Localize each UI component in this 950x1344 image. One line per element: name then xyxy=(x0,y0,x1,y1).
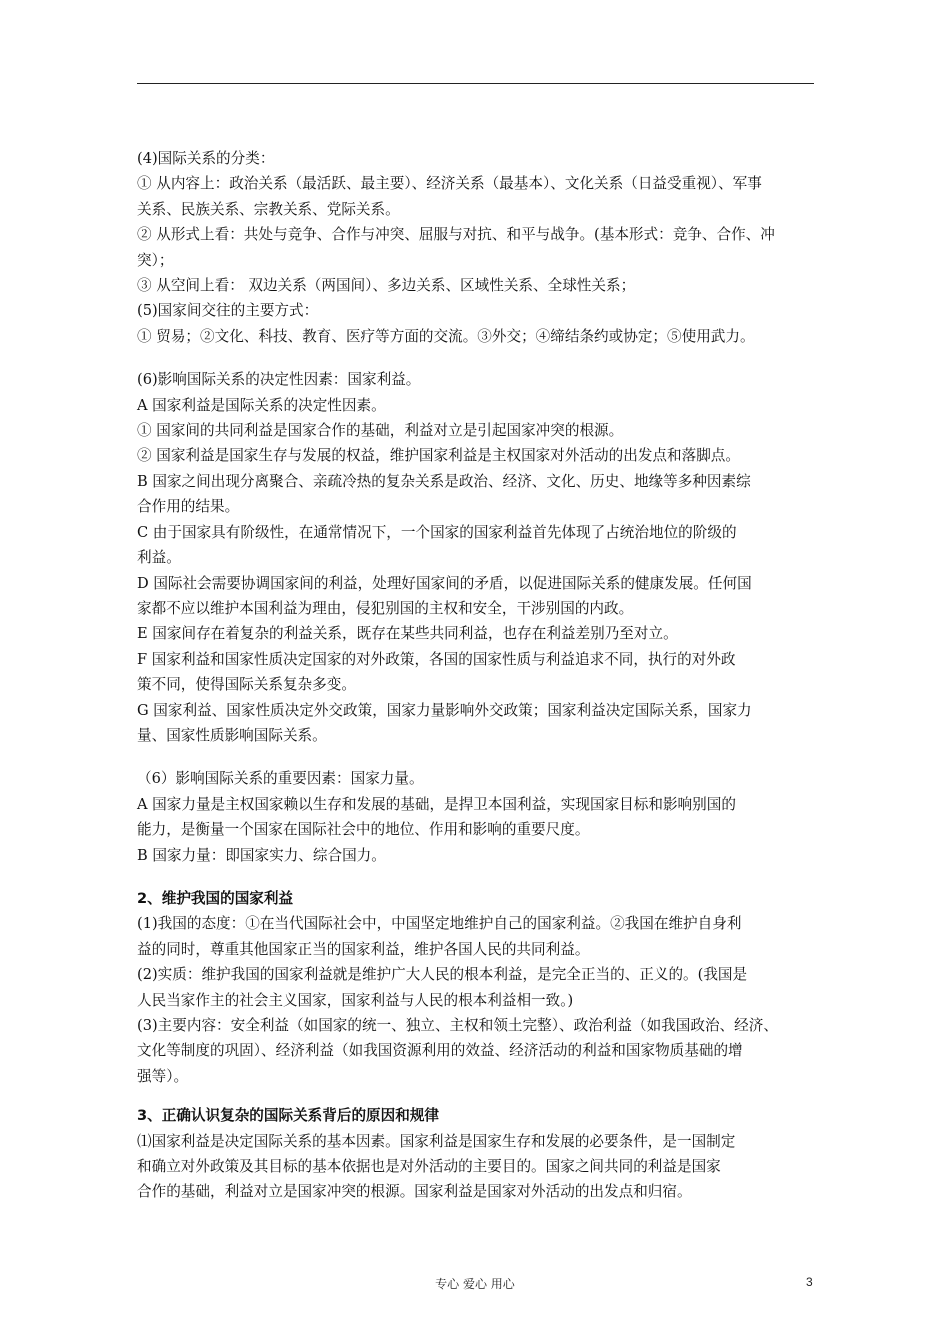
text-line: 和确立对外政策及其目标的基本依据也是对外活动的主要目的。国家之间共同的利益是国家 xyxy=(137,1158,721,1176)
text-line: B 国家力量：即国家实力、综合国力。 xyxy=(137,846,386,864)
text-line: ① 从内容上：政治关系（最活跃、最主要）、经济关系（最基本）、文化关系（日益受重视）、军事 xyxy=(137,175,762,193)
text-line: 策不同，使得国际关系复杂多变。 xyxy=(137,676,356,694)
text-line: E 国家间存在着复杂的利益关系，既存在某些共同利益，也存在利益差别乃至对立。 xyxy=(137,625,678,643)
text-line: C 由于国家具有阶级性，在通常情况下，一个国家的国家利益首先体现了占统治地位的阶级的 xyxy=(137,523,737,541)
text-line: 突）； xyxy=(137,251,174,269)
text-line: 合作用的结果。 xyxy=(137,498,240,516)
section-3 xyxy=(137,1129,827,1205)
text-line: 文化等制度的巩固）、经济利益（如我国资源利用的效益、经济活动的利益和国家物质基础的增 xyxy=(137,1042,743,1060)
text-line: 益的同时，尊重其他国家正当的国家利益，维护各国人民的共同利益。 xyxy=(137,940,590,958)
text-line: (6)影响国际关系的决定性因素：国家利益。 xyxy=(137,371,421,389)
text-line: 利益。 xyxy=(137,549,181,567)
text-line: A 国家利益是国际关系的决定性因素。 xyxy=(137,396,386,414)
text-line: (4)国际关系的分类： xyxy=(137,150,275,167)
text-line: (5)国家间交往的主要方式： xyxy=(137,302,319,320)
header-rule xyxy=(137,83,814,84)
text-line: 量、国家性质影响国际关系。 xyxy=(137,726,327,744)
text-line: ① 国家间的共同利益是国家合作的基础，利益对立是引起国家冲突的根源。 xyxy=(137,422,624,440)
text-line: 关系、民族关系、宗教关系、党际关系。 xyxy=(137,200,400,218)
heading-3: 3、正确认识复杂的国际关系背后的原因和规律 xyxy=(137,1107,440,1125)
text-line: A 国家力量是主权国家赖以生存和发展的基础，是捍卫本国利益，实现国家目标和影响别国的 xyxy=(137,795,736,813)
text-line: (2)实质：维护我国的国家利益就是维护广大人民的根本利益，是完全正当的、正义的。(我国是 xyxy=(137,966,748,984)
heading-2: 2、维护我国的国家利益 xyxy=(137,889,294,907)
text-line: ① 贸易；②文化、科技、教育、医疗等方面的交流。③外交；④缔结条约或协定；⑤使用武力。 xyxy=(137,327,755,345)
page-content xyxy=(137,146,827,1205)
text-line: 家都不应以维护本国利益为理由，侵犯别国的主权和安全，干涉别国的内政。 xyxy=(137,599,634,617)
page-number: 3 xyxy=(806,1275,813,1289)
section-classification xyxy=(137,146,827,349)
text-line: ② 从形式上看：共处与竞争、合作与冲突、屈服与对抗、和平与战争。(基本形式：竞争、合作、冲 xyxy=(137,226,775,244)
page-footer: 专心 爱心 用心 xyxy=(435,1277,515,1291)
text-line: (3)主要内容：安全利益（如国家的统一、独立、主权和领土完整）、政治利益（如我国政治、经济、 xyxy=(137,1017,778,1034)
section-2 xyxy=(137,911,827,1089)
text-line: 能力，是衡量一个国家在国际社会中的地位、作用和影响的重要尺度。 xyxy=(137,821,590,839)
text-line: 强等）。 xyxy=(137,1067,189,1085)
text-line: ⑴国家利益是决定国际关系的基本因素。国家利益是国家生存和发展的必要条件，是一国制定 xyxy=(137,1132,736,1150)
text-line: B 国家之间出现分离聚合、亲疏冷热的复杂关系是政治、经济、文化、历史、地缘等多种因素综 xyxy=(137,472,751,490)
text-line: 合作的基础，利益对立是国家冲突的根源。国家利益是国家对外活动的出发点和归宿。 xyxy=(137,1183,692,1201)
section-national-power xyxy=(137,766,827,868)
text-line: ③ 从空间上看： 双边关系（两国间）、多边关系、区域性关系、全球性关系； xyxy=(137,277,636,295)
text-line: 人民当家作主的社会主义国家，国家利益与人民的根本利益相一致。) xyxy=(137,991,574,1009)
text-line: G 国家利益、国家性质决定外交政策，国家力量影响外交政策；国家利益决定国际关系，国家力 xyxy=(137,701,752,719)
text-line: D 国际社会需要协调国家间的利益，处理好国家间的矛盾，以促进国际关系的健康发展。任何国 xyxy=(137,574,752,592)
text-line: （6）影响国际关系的重要因素：国家力量。 xyxy=(137,770,424,788)
section-national-interest xyxy=(137,367,827,748)
text-line: F 国家利益和国家性质决定国家的对外政策，各国的国家性质与利益追求不同，执行的对外政 xyxy=(137,650,736,668)
text-line: (1)我国的态度：①在当代国际社会中，中国坚定地维护自己的国家利益。②我国在维护自身利 xyxy=(137,915,742,933)
text-line: ② 国家利益是国家生存与发展的权益，维护国家利益是主权国家对外活动的出发点和落脚点。 xyxy=(137,447,740,465)
